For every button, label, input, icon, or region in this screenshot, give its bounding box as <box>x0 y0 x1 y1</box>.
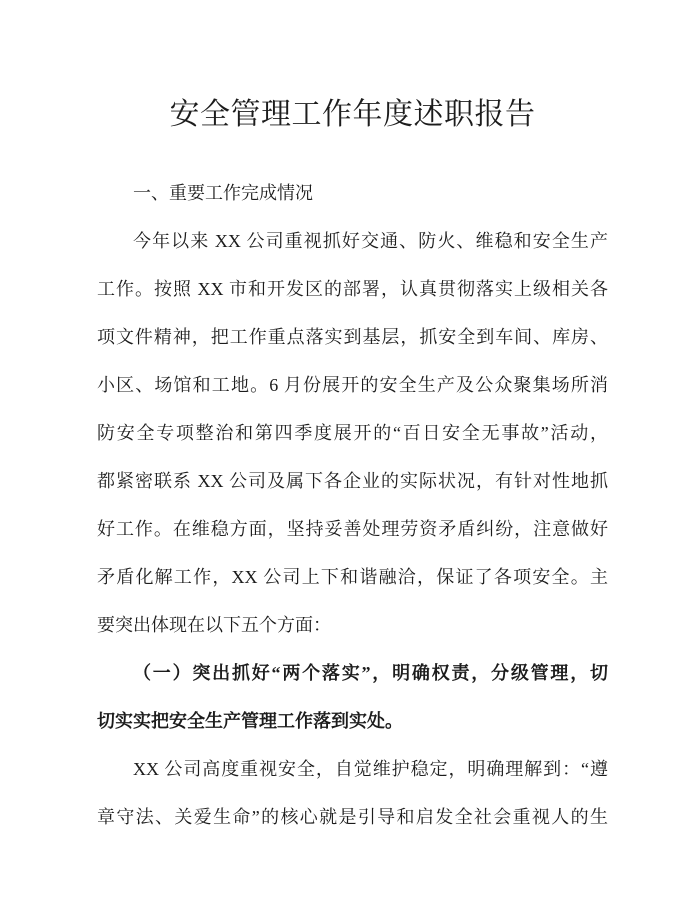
paragraph <box>97 745 608 841</box>
text-line: 都紧密联系 XX 公司及属下各企业的实际状况，有针对性地抓 <box>97 471 608 491</box>
text-line: 项文件精神，把工作重点落实到基层，抓安全到车间、库房、 <box>97 327 608 347</box>
text-line: 今年以来 XX 公司重视抓好交通、防火、维稳和安全生产 <box>133 231 608 251</box>
text-line: 章守法、关爱生命”的核心就是引导和启发全社会重视人的生 <box>97 807 608 827</box>
document-body <box>97 169 608 841</box>
paragraph <box>97 649 608 745</box>
text-line: 工作。按照 XX 市和开发区的部署，认真贯彻落实上级相关各 <box>97 279 608 299</box>
text-line: （一）突出抓好“两个落实”，明确权责，分级管理，切 <box>133 663 608 683</box>
section-heading: 一、重要工作完成情况 <box>133 183 313 203</box>
text-line: 防安全专项整治和第四季度展开的“百日安全无事故”活动， <box>97 423 608 443</box>
paragraph <box>97 217 608 649</box>
document-title: 安全管理工作年度述职报告 <box>169 98 536 131</box>
text-line: 矛盾化解工作，XX 公司上下和谐融洽，保证了各项安全。主 <box>97 567 608 587</box>
text-line: 要突出体现在以下五个方面： <box>97 615 331 635</box>
text-line: 切实实把安全生产管理工作落到实处。 <box>97 711 403 731</box>
text-line: 好工作。在维稳方面，坚持妥善处理劳资矛盾纠纷，注意做好 <box>97 519 608 539</box>
text-line: 小区、场馆和工地。6 月份展开的安全生产及公众聚集场所消 <box>97 375 608 395</box>
text-line: XX 公司高度重视安全，自觉维护稳定，明确理解到：“遵 <box>133 759 608 779</box>
paragraphs-container <box>97 217 608 841</box>
